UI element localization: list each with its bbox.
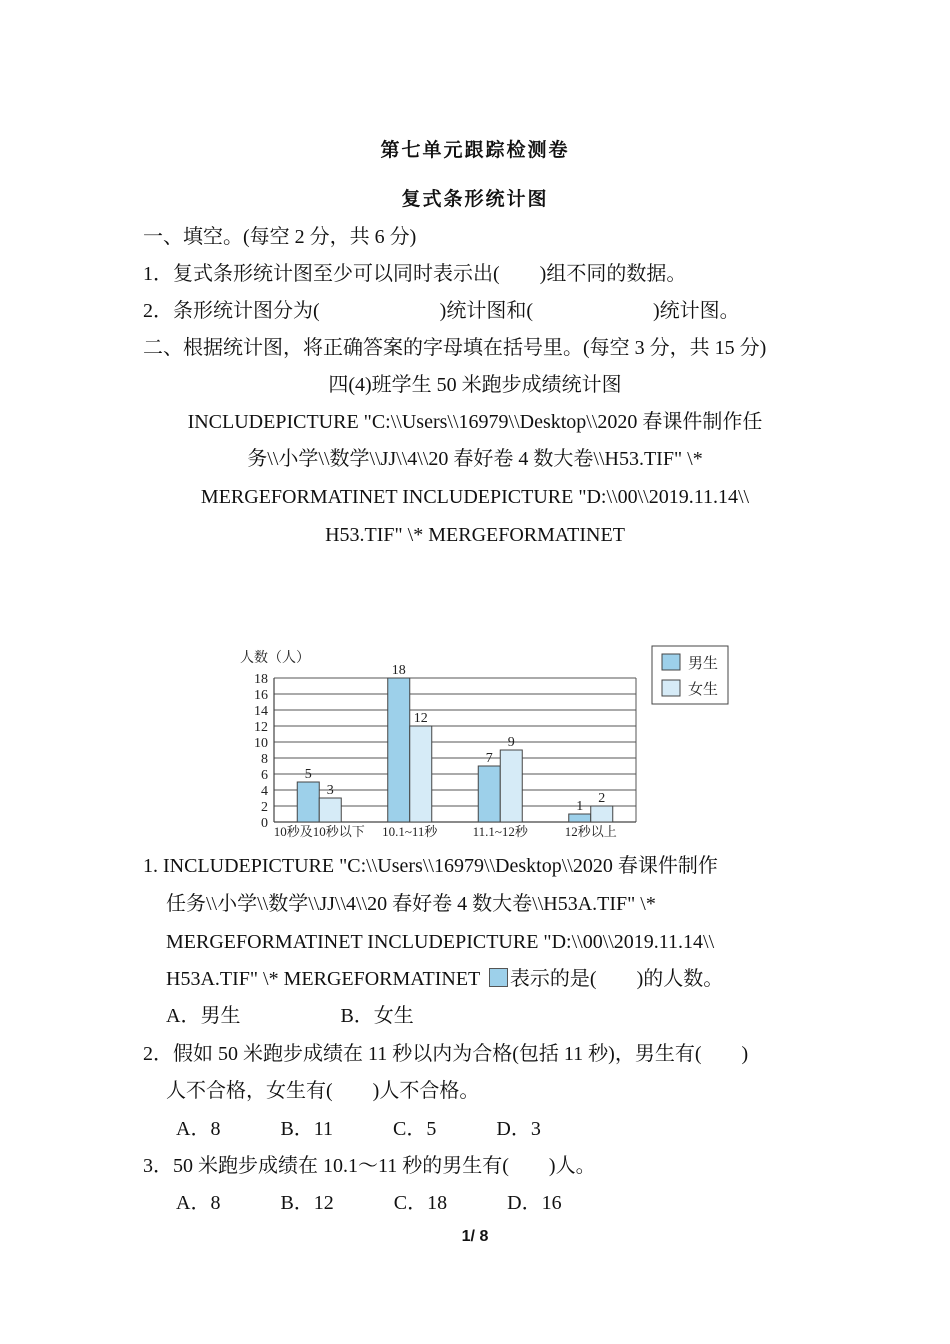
question-2-2-line-2: 人不合格，女生有( )人不合格。 — [166, 1080, 480, 1102]
question-2-1-line-3: MERGEFORMATINET INCLUDEPICTURE "D:\\00\\2019.11.14\\ — [166, 931, 715, 953]
include-field-line-2: 务\\小学\\数学\\JJ\\4\\20 春好卷 4 数大卷\\H53.TIF" \* — [247, 448, 703, 470]
question-2-3: 3．50 米跑步成绩在 10.1～11 秒的男生有( )人。 — [143, 1155, 596, 1177]
boys-swatch-icon — [489, 968, 508, 987]
question-2-1-field-text: H53A.TIF" \* MERGEFORMATINET — [166, 968, 485, 990]
question-1-2: 2．条形统计图分为( )统计图和( )统计图。 — [143, 300, 740, 322]
data-label: 3 — [326, 783, 334, 798]
data-label: 5 — [304, 767, 312, 782]
y-tick-label: 8 — [261, 752, 268, 767]
legend-label: 女生 — [688, 682, 719, 698]
bar-girls — [591, 806, 613, 822]
y-tick-label: 14 — [254, 704, 268, 719]
bar-boys — [388, 678, 410, 822]
doc-subtitle: 复式条形统计图 — [401, 189, 549, 210]
x-tick-label: 10.1~11秒 — [382, 824, 438, 839]
include-field-line-1: INCLUDEPICTURE "C:\\Users\\16979\\Desktop\\2020 春课件制作任 — [187, 411, 763, 433]
data-label: 1 — [576, 799, 584, 814]
data-label: 12 — [413, 711, 428, 726]
y-tick-label: 4 — [261, 784, 268, 799]
question-1-1: 1．复式条形统计图至少可以同时表示出( )组不同的数据。 — [143, 263, 687, 285]
bar-girls — [319, 798, 341, 822]
data-label: 7 — [485, 751, 493, 766]
question-2-1-line-2: 任务\\小学\\数学\\JJ\\4\\20 春好卷 4 数大卷\\H53A.TIF" \* — [166, 893, 656, 915]
question-2-2-line-1: 2．假如 50 米跑步成绩在 11 秒以内为合格(包括 11 秒)，男生有( ) — [143, 1043, 749, 1065]
question-2-1-line-4 — [166, 966, 950, 992]
x-tick-label: 10秒及10秒以下 — [273, 824, 365, 839]
question-2-1-options: A．男生 B．女生 — [166, 1005, 414, 1027]
y-tick-label: 2 — [261, 800, 268, 815]
x-tick-label: 12秒以上 — [564, 824, 617, 839]
bar-chart — [238, 640, 738, 845]
question-2-1-stem: 表示的是( )的人数。 — [509, 968, 724, 990]
y-tick-label: 16 — [254, 688, 268, 703]
legend-label: 男生 — [688, 656, 719, 672]
chart-caption: 四(4)班学生 50 米跑步成绩统计图 — [328, 374, 622, 396]
data-label: 9 — [507, 735, 515, 750]
bar-boys — [297, 782, 319, 822]
y-tick-label: 10 — [254, 736, 268, 751]
doc-title: 第七单元跟踪检测卷 — [380, 140, 570, 161]
y-tick-label: 0 — [261, 816, 268, 831]
question-2-3-options: A．8 B．12 C．18 D．16 — [176, 1192, 562, 1214]
bar-girls — [410, 726, 432, 822]
bar-girls — [500, 750, 522, 822]
bar-boys — [478, 766, 500, 822]
page-number: 1/ 8 — [461, 1228, 489, 1245]
section-1-header: 一、填空。(每空 2 分，共 6 分) — [143, 226, 417, 248]
include-field-line-4: H53.TIF" \* MERGEFORMATINET — [325, 524, 625, 546]
data-label: 18 — [391, 663, 406, 678]
bar-chart-svg — [238, 640, 738, 845]
legend-swatch-girls — [662, 680, 680, 696]
question-2-1-line-1: 1. INCLUDEPICTURE "C:\\Users\\16979\\Desktop\\2020 春课件制作 — [143, 855, 718, 877]
y-axis-label: 人数（人） — [240, 651, 310, 666]
legend-swatch-boys — [662, 654, 680, 670]
include-field-line-3: MERGEFORMATINET INCLUDEPICTURE "D:\\00\\2019.11.14\\ — [200, 486, 750, 508]
y-tick-label: 12 — [254, 720, 268, 735]
x-tick-label: 11.1~12秒 — [472, 824, 528, 839]
section-2-header: 二、根据统计图，将正确答案的字母填在括号里。(每空 3 分，共 15 分) — [143, 337, 767, 359]
data-label: 2 — [598, 791, 606, 806]
y-tick-label: 6 — [261, 768, 268, 783]
bar-boys — [569, 814, 591, 822]
question-2-2-options: A．8 B．11 C．5 D．3 — [176, 1118, 541, 1140]
y-tick-label: 18 — [254, 672, 268, 687]
